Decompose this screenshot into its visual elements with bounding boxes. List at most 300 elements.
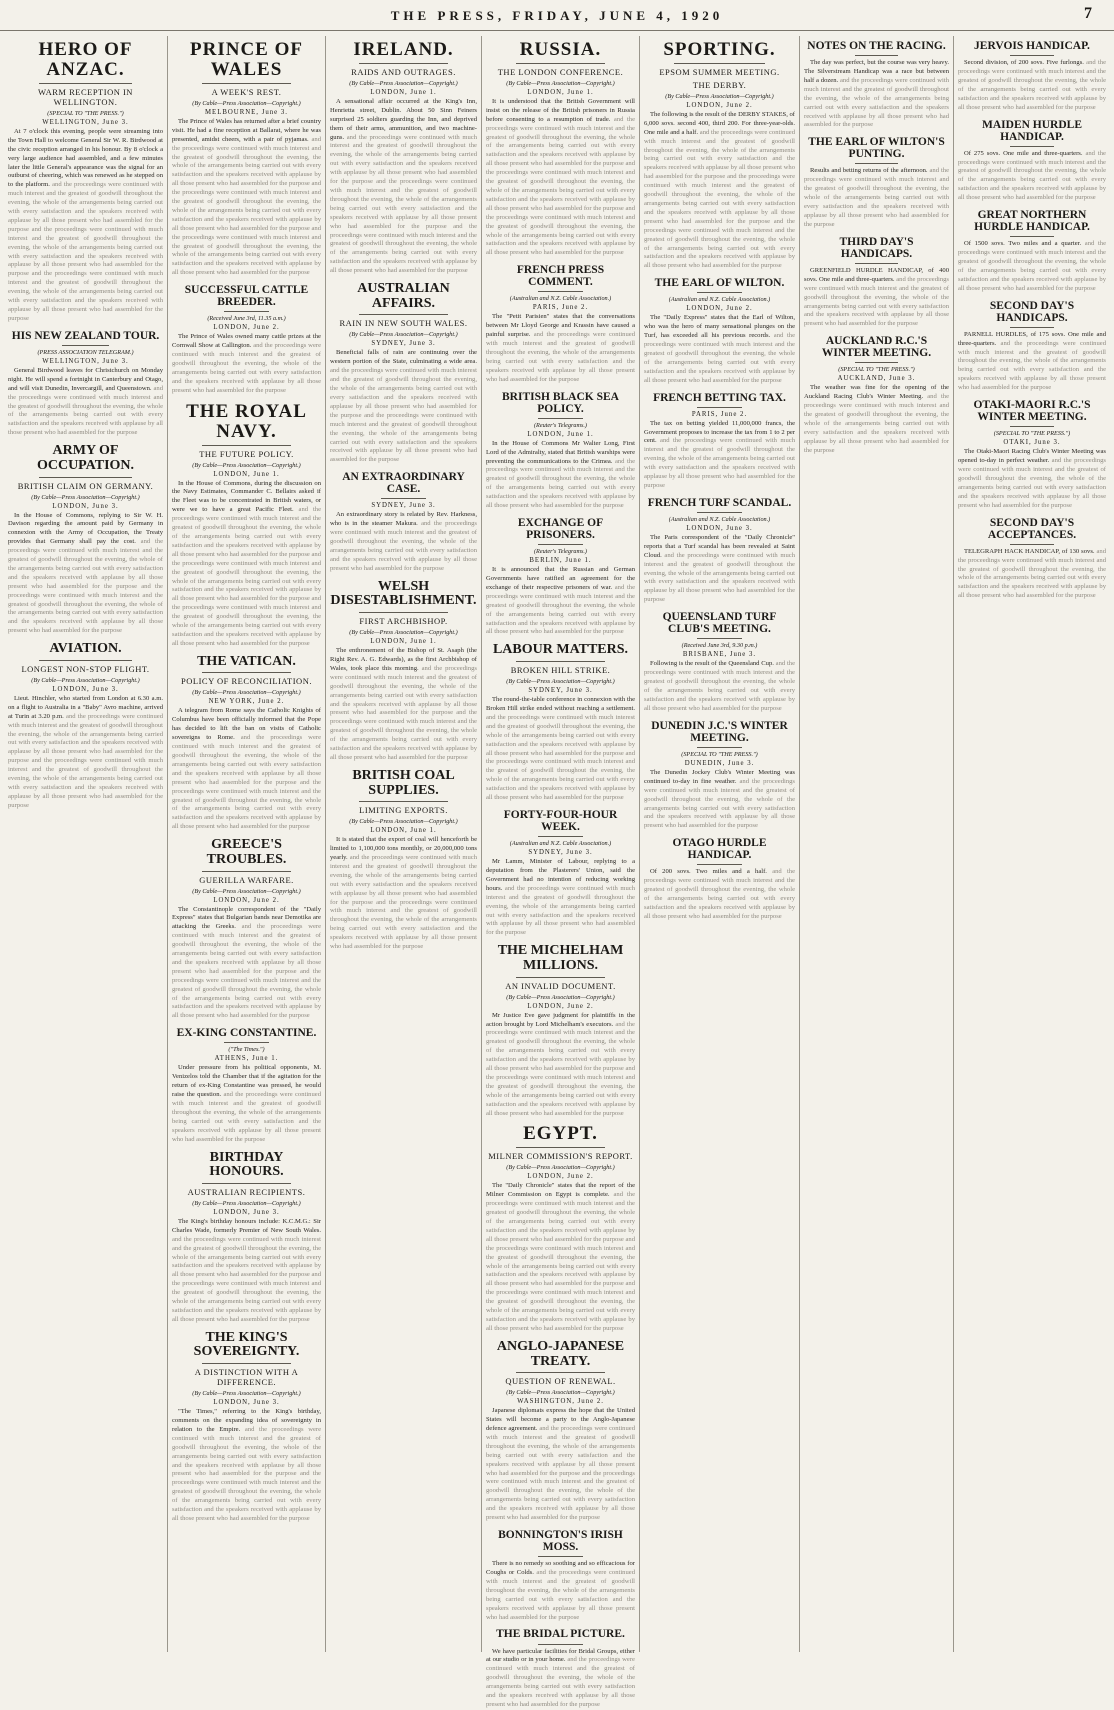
article-lead: Japanese diplomats express the hope that the United States will become a party to the Anglo-Japanese defence agreement. <box>486 1407 635 1432</box>
article-headline: THE MICHELHAM MILLIONS. <box>497 943 624 973</box>
article-headline: FORTY-FOUR-HOUR WEEK. <box>503 808 618 833</box>
article-dateline: SYDNEY, June 3. <box>528 849 593 857</box>
article-lead: GREENFIELD HURDLE HANDICAP, of 400 sovs. One mile and three-quarters. <box>804 266 949 283</box>
article-body <box>644 868 795 921</box>
article-lead: The "Petit Parisien" states that the conversations between Mr Lloyd George and Krassin have caused a painful surprise. <box>486 313 635 339</box>
article-headline: GREECE'S TROUBLES. <box>206 837 287 867</box>
article <box>804 136 949 229</box>
article-credit: (By Cable—Press Association—Copyright.) <box>506 79 615 87</box>
illegible-body-text: and the proceedings were continued with much interest and the greatest of goodwill throughout the evening, the whole of the arrangements being carried out with every satisfaction and the speakers received with applause by all those present who had assembled for the purpose <box>804 275 949 328</box>
article-subhead: MILNER COMMISSION'S REPORT. <box>488 1151 633 1162</box>
article <box>172 1331 321 1524</box>
article-lead: Results and betting returns of the afternoon. <box>810 167 928 175</box>
article-dateline: LONDON, June 2. <box>527 1002 594 1010</box>
illegible-body-text: and the proceedings were continued with much interest and the greatest of goodwill throughout the evening, the whole of the arrangements being carried out with every satisfaction and the speakers received with applause by all those present who had assembled for the purpose <box>644 332 795 384</box>
illegible-body-text: and the proceedings were continued with much interest and the greatest of goodwill throughout the evening, the whole of the arrangements being carried out with every satisfaction and the speakers received with applause by all those present who had assembled for the purpose and the proceedings were continued with much interest and the greatest of goodwill throughout the evening, the whole of the arrangements being carried out with every satisfaction and the speakers received with applause by all those present who had assembled for the purpose <box>172 734 321 831</box>
illegible-body-text: and the proceedings were continued with much interest and the greatest of goodwill throughout the evening, the whole of the arrangements being carried out with every satisfaction and the speakers received with applause by all those present who had assembled for the purpose and the proceedings were continued with much interest and the greatest of goodwill throughout the evening, the whole of the arrangements being carried out with every satisfaction and the speakers received with applause by all those present who had assembled for the purpose and the proceedings were continued with much interest and the greatest of goodwill throughout the evening, the whole of the arrangements being carried out with every satisfaction and the speakers received with applause by all those present who had assembled for the purpose <box>644 128 795 270</box>
headline-rule <box>855 263 899 264</box>
article-lead: Of 200 sovs. Two miles and a half. <box>650 868 767 876</box>
article <box>8 330 163 438</box>
article-credit: (SPECIAL TO "THE PRESS.") <box>993 430 1071 438</box>
illegible-body-text: and the proceedings were continued with much interest and the greatest of goodwill throughout the evening, the whole of the arrangements being carried out with every satisfaction and the speakers received with applause by all those present who had assembled for the purpose and the proceedings were continued with much interest and the greatest of goodwill throughout the evening, the whole of the arrangements being carried out with every satisfaction and the speakers received with applause by all those present who had assembled for the purpose <box>330 367 477 464</box>
illegible-body-text: and the proceedings were continued with much interest and the greatest of goodwill throughout the evening, the whole of the arrangements being carried out with every satisfaction and the speakers received with applause by all those present who had assembled for the purpose <box>804 167 950 228</box>
article-subhead: RAIN IN NEW SOUTH WALES. <box>339 318 468 329</box>
article-body <box>644 111 795 271</box>
article-lead: PARNELL HURDLES, of 175 sovs. One mile and three-quarters. <box>958 330 1106 347</box>
article <box>958 399 1106 510</box>
article-lead: It is stated that the export of coal will henceforth be limited to 1,100,000 tons monthly, or 20,000,000 tons yearly. <box>330 836 477 862</box>
article-credit: (By Cable—Press Association—Copyright.) <box>192 99 301 107</box>
illegible-body-text: and the proceedings were continued with much interest and the greatest of goodwill throughout the evening, the whole of the arrangements being carried out with every satisfaction and the speakers received with applause by all those present who had assembled for the purpose and the proceedings were continued with much interest and the greatest of goodwill throughout the evening, the whole of the arrangements being carried out with every satisfaction and the speakers received with applause by all those present who had assembled for the purpose <box>486 1020 635 1117</box>
article-body <box>644 314 795 385</box>
article-credit: (By Cable—Press Association—Copyright.) <box>192 887 301 895</box>
headline-rule <box>538 291 583 292</box>
article-dateline: LONDON, June 1. <box>370 638 437 646</box>
article-body <box>486 858 635 938</box>
column-4 <box>482 36 640 1708</box>
article-credit: (By Cable—Press Association—Copyright.) <box>665 92 774 100</box>
article-body <box>958 150 1106 203</box>
article <box>486 1628 635 1709</box>
headline-rule <box>1010 544 1054 545</box>
article-body <box>804 267 949 329</box>
illegible-body-text: and the proceedings were continued with much interest and the greatest of goodwill throughout the evening, the whole of the arrangements being carried out with every satisfaction and the speakers received with applause by all those present who had assembled for the purpose and the proceedings were continued with much interest and the greatest of goodwill throughout the evening, the whole of the arrangements being carried out with every satisfaction and the speakers received with applause by all those present who had assembled for the purpose <box>8 712 163 809</box>
article-body <box>486 1012 635 1119</box>
article <box>486 391 635 511</box>
headline-rule <box>202 672 291 673</box>
article-lead: Of 275 sovs. One mile and three-quarters. <box>964 149 1083 157</box>
article-credit: (SPECIAL TO "THE PRESS.") <box>838 366 915 374</box>
article-body <box>958 59 1106 112</box>
article-dateline: BRISBANE, June 3. <box>682 651 757 659</box>
article <box>330 40 477 276</box>
illegible-body-text: and the proceedings were continued with much interest and the greatest of goodwill throughout the evening, the whole of the arrangements being carried out with every satisfaction and the speakers received with applause by all those present who had assembled for the purpose and the proceedings were continued with much interest and the greatest of goodwill throughout the evening, the whole of the arrangements being carried out with every satisfaction and the speakers received with applause by all those present who had assembled for the purpose and the proceedings were continued with much interest and the greatest of goodwill throughout the evening, the whole of the arrangements being carried out with every satisfaction and the speakers received with applause by all those present who had assembled for the purpose <box>172 506 322 647</box>
article-headline: HERO OF ANZAC. <box>38 39 133 80</box>
article-dateline: LONDON, June 1. <box>527 88 594 96</box>
article-subhead: THE DERBY. <box>692 79 747 90</box>
article <box>644 277 795 385</box>
article-body <box>486 440 635 511</box>
article-body <box>8 695 163 811</box>
column-6 <box>800 36 954 1652</box>
illegible-body-text: and the proceedings were continued with much interest and the greatest of goodwill throughout the evening, the whole of the arrangements being carried out with every satisfaction and the speakers received with applause by all those present who had assembled for the purpose and the proceedings were continued with much interest and the greatest of goodwill throughout the evening, the whole of the arrangements being carried out with every satisfaction and the speakers received with applause by all those present who had assembled for the purpose <box>486 713 635 802</box>
illegible-body-text: and the proceedings were continued with much interest and the greatest of goodwill throughout the evening, the whole of the arrangements being carried out with every satisfaction and the speakers received with applause by all those present who had assembled for the purpose <box>958 240 1106 292</box>
article <box>172 284 321 395</box>
article <box>172 838 321 1021</box>
article-body <box>8 512 163 637</box>
article-subhead: EPSOM SUMMER MEETING. <box>659 66 780 77</box>
article-headline: ANGLO-JAPANESE TREATY. <box>496 1338 625 1369</box>
column-7 <box>954 36 1110 1652</box>
headline-rule <box>697 407 742 408</box>
article <box>644 40 795 271</box>
article-dateline: LONDON, June 2. <box>686 305 753 313</box>
article-body <box>8 128 163 324</box>
article-body <box>172 906 321 1022</box>
headline-rule <box>538 418 583 419</box>
article-lead: Mr Justice Eve gave judgment for plaintiffs in the action brought by Lord Michelham's executors. <box>486 1011 635 1028</box>
article-headline: HIS NEW ZEALAND TOUR. <box>11 329 160 342</box>
illegible-body-text: and the proceedings were continued with much interest and the greatest of goodwill throughout the evening, the whole of the arrangements being carried out with every satisfaction and the speakers received with applause by all those present who had assembled for the purpose <box>644 660 795 712</box>
column-1 <box>4 36 168 1652</box>
article-lead: The "Daily Chronicle" states that the report of the Milner Commission on Egypt is complete. <box>486 1182 635 1199</box>
article-lead: The Prince of Wales owned many cattle prizes at the Cornwall Show at Callington. <box>172 333 321 350</box>
article-body <box>172 1218 321 1325</box>
illegible-body-text: and the proceedings were continued with much interest and the greatest of goodwill throughout the evening, the whole of the arrangements being carried out with every satisfaction and the speakers received with applause by all those present who had assembled for the purpose <box>486 583 636 636</box>
article-lead: General Birdwood leaves for Christchurch on Monday night. He will spend a fortnight in Canterbury and Otago, and will visit Dunedin, Invercargill, and Queenstown. <box>8 366 163 392</box>
illegible-body-text: and the proceedings were continued with much interest and the greatest of goodwill throughout the evening, the whole of the arrangements being carried out with every satisfaction and the speakers received with applause by all those present who had assembled for the purpose <box>958 547 1106 600</box>
article-headline: DUNEDIN J.C.'S WINTER MEETING. <box>651 719 788 744</box>
article <box>804 236 949 329</box>
article-body <box>172 707 321 832</box>
article-subhead: BRITISH CLAIM ON GERMANY. <box>17 480 154 491</box>
article-headline: ARMY OF OCCUPATION. <box>36 443 135 473</box>
article-lead: The "Daily Express" states that the Earl of Wilton, who was the hero of many sensational plunges on the Turf, has exceeded all his previous records. <box>644 314 795 340</box>
article-body <box>172 333 321 395</box>
article-headline: THE EARL OF WILTON'S PUNTING. <box>808 136 945 161</box>
column-3 <box>326 36 482 1652</box>
illegible-body-text: and the proceedings were continued with much interest and the greatest of goodwill throughout the evening, the whole of the arrangements being carried out with every satisfaction and the speakers received with applause by all those present who had assembled for the purpose and the proceedings were continued with much interest and the greatest of goodwill throughout the evening, the whole of the arrangements being carried out with every satisfaction and the speakers received with applause by all those present who had assembled for the purpose <box>8 538 163 635</box>
article-credit: (By Cable—Press Association—Copyright.) <box>506 993 615 1001</box>
headline-rule <box>855 362 899 363</box>
article-dateline: PARIS, June 2. <box>691 410 748 418</box>
article-lead: Of 1500 sovs. Two miles and a quarter. <box>964 240 1082 248</box>
article-lead: Lieut. Hinchler, who started from London at 6.30 a.m. on a flight to Australia in a "Baby" Avro machine, arrived at Turin at 3.20 p.m. <box>8 694 163 720</box>
article <box>486 1529 635 1622</box>
article-subhead: QUESTION OF RENEWAL. <box>505 1376 616 1387</box>
article-body <box>172 480 321 649</box>
illegible-body-text: and the proceedings were continued with much interest and the greatest of goodwill throughout the evening, the whole of the arrangements being carried out with every satisfaction and the speakers received with applause by all those present who had assembled for the purpose <box>644 551 795 604</box>
article-credit: (Reuter's Telegrams.) <box>534 548 587 556</box>
headline-rule <box>516 1147 605 1148</box>
article-body <box>958 240 1106 293</box>
article-body <box>172 1408 321 1524</box>
article-lead: In the House of Commons, replying to Sir W. H. Davison regarding the amount paid by Germany in connexion with the Army of Occupation, the Treaty provides that Germany shall pay the cost. <box>8 511 163 546</box>
article-credit: (By Cable—Press Association—Copyright.) <box>349 818 458 826</box>
article-headline: SUCCESSFUL CATTLE BREEDER. <box>184 284 309 309</box>
illegible-body-text: and the proceedings were continued with much interest and the greatest of goodwill throughout the evening, the whole of the arrangements being carried out with every satisfaction and the speakers received with applause by all those present who had assembled for the purpose <box>644 437 795 489</box>
illegible-body-text: and the proceedings were continued with much interest and the greatest of goodwill throughout the evening, the whole of the arrangements being carried out with every satisfaction and the speakers received with applause by all those present who had assembled for the purpose <box>644 777 795 830</box>
article-dateline: BERLIN, June 1. <box>529 557 592 565</box>
article <box>330 580 477 763</box>
article-lead: Mr Lamm, Minister of Labour, replying to a deputation from the Plasterers' Union, said the Government had no intention of reducing working hours. <box>486 858 635 892</box>
article <box>8 444 163 636</box>
headline-rule <box>1010 236 1054 237</box>
illegible-body-text: and the proceedings were continued with much interest and the greatest of goodwill throughout the evening, the whole of the arrangements being carried out with every satisfaction and the speakers received with applause by all those present who had assembled for the purpose <box>958 149 1106 202</box>
article-lead: The Constantinople correspondent of the "Daily Express" states that Bulgarian bands near Demotika are attacking the Greeks. <box>172 905 321 931</box>
article-body <box>486 1648 635 1710</box>
article-body <box>958 448 1106 510</box>
article-headline: JERVOIS HANDICAP. <box>974 40 1090 52</box>
article-dateline: LONDON, June 3. <box>52 685 119 693</box>
headline-rule <box>855 163 899 164</box>
article-headline: THE ROYAL NAVY. <box>186 400 307 442</box>
page-number: 7 <box>1084 5 1092 22</box>
article-body <box>486 1182 635 1333</box>
headline-rule <box>202 445 291 446</box>
article <box>8 642 163 810</box>
headline-rule <box>202 871 291 872</box>
article-credit: (By Cable—Press Association—Copyright.) <box>192 1390 301 1398</box>
article-credit: (Australian and N.Z. Cable Association.) <box>509 295 612 303</box>
illegible-body-text: and the proceedings were continued with much interest and the greatest of goodwill throughout the evening, the whole of the arrangements being carried out with every satisfaction and the speakers received with applause by all those present who had assembled for the purpose and the proceedings were continued with much interest and the greatest of goodwill throughout the evening, the whole of the arrangements being carried out with every satisfaction and the speakers received with applause by all those present who had assembled for the purpose <box>330 854 477 951</box>
headline-rule <box>538 1644 583 1645</box>
article-headline: MAIDEN HURDLE HANDICAP. <box>982 118 1082 143</box>
illegible-body-text: and the proceedings were continued with much interest and the greatest of goodwill throughout the evening, the whole of the arrangements being carried out with every satisfaction and the speakers received with applause by all those present who had assembled for the purpose and the proceedings were continued with much interest and the greatest of goodwill throughout the evening, the whole of the arrangements being carried out with every satisfaction and the speakers received with applause by all those present who had assembled for the purpose and the proceedings were continued with much interest and the greatest of goodwill throughout the evening, the whole of the arrangements being carried out with every satisfaction and the speakers received with applause by all those present who had assembled for the purpose <box>8 181 164 322</box>
illegible-body-text: and the proceedings were continued with much interest and the greatest of goodwill throughout the evening, the whole of the arrangements being carried out with every satisfaction and the speakers received with applause by all those present who had assembled for the purpose <box>330 520 477 572</box>
article <box>486 264 635 384</box>
article-body <box>486 1560 635 1622</box>
masthead-title: THE PRESS, FRIDAY, JUNE 4, 1920 <box>390 8 724 23</box>
illegible-body-text: and the proceedings were continued with much interest and the greatest of goodwill throughout the evening, the whole of the arrangements being carried out with every satisfaction and the speakers received with applause by all those present who had assembled for the purpose <box>486 1569 635 1621</box>
article-subhead: A WEEK'S REST. <box>211 86 282 97</box>
article-dateline: SYDNEY, June 3. <box>528 687 593 695</box>
article-dateline: LONDON, June 2. <box>686 101 753 109</box>
article <box>644 837 795 922</box>
article-headline: OTAGO HURDLE HANDICAP. <box>672 837 767 862</box>
article-lead: The King's birthday honours include: K.C.M.G.: Sir Charles Wade, formerly Premier of New South Wales. <box>172 1217 321 1234</box>
article-dateline: SYDNEY, June 3. <box>371 340 436 348</box>
article <box>172 1027 321 1144</box>
illegible-body-text: and the proceedings were continued with much interest and the greatest of goodwill throughout the evening, the whole of the arrangements being carried out with every satisfaction and the speakers received with applause by all those present who had assembled for the purpose <box>486 457 635 510</box>
article-headline: QUEENSLAND TURF CLUB'S MEETING. <box>662 611 777 636</box>
article-subhead: THE LONDON CONFERENCE. <box>497 66 624 77</box>
masthead <box>0 0 1114 31</box>
article-body <box>330 647 477 763</box>
headline-rule <box>202 83 291 84</box>
article-lead: In the House of Commons, during the discussion on the Navy Estimates, Commander C. Bellairs asked if the Fleet was to be concentrated in British waters, or were we to have a great Pacific Fleet. <box>172 479 321 514</box>
headline-rule <box>381 498 425 499</box>
article-headline: GREAT NORTHERN HURDLE HANDICAP. <box>974 209 1090 234</box>
article <box>958 300 1106 393</box>
article-headline: OTAKI-MAORI R.C.'S WINTER MEETING. <box>973 399 1091 424</box>
headline-rule <box>359 63 447 64</box>
article-subhead: THE FUTURE POLICY. <box>199 448 294 459</box>
illegible-body-text: and the proceedings were continued with much interest and the greatest of goodwill throughout the evening, the whole of the arrangements being carried out with every satisfaction and the speakers received with applause by all those present who had assembled for the purpose <box>804 393 949 454</box>
article-lead: "The Times," referring to the King's birthday, comments on the expanding idea of sovereignty in relation to the Empire. <box>172 1408 321 1433</box>
article-body <box>958 548 1106 601</box>
illegible-body-text: and the proceedings were continued with much interest and the greatest of goodwill throughout the evening, the whole of the arrangements being carried out with every satisfaction and the speakers received with applause by all those present who had assembled for the purpose <box>8 384 163 437</box>
headline-rule <box>39 477 132 478</box>
illegible-body-text: and the proceedings were continued with much interest and the greatest of goodwill throughout the evening, the whole of the arrangements being carried out with every satisfaction and the speakers received with applause by all those present who had assembled for the purpose <box>958 339 1106 392</box>
article <box>486 944 635 1118</box>
article-headline: BRITISH COAL SUPPLIES. <box>352 767 455 798</box>
article-headline: LABOUR MATTERS. <box>492 642 629 658</box>
illegible-body-text: and the proceedings were continued with much interest and the greatest of goodwill throughout the evening, the whole of the arrangements being carried out with every satisfaction and the speakers received with applause by all those present who had assembled for the purpose <box>172 1091 321 1143</box>
article <box>330 282 477 465</box>
article-dateline: LONDON, June 3. <box>213 1208 280 1216</box>
article-body <box>172 1064 321 1144</box>
headline-rule <box>516 977 605 978</box>
article-body <box>644 420 795 491</box>
article-credit: (Australian and N.Z. Cable Association.) <box>509 840 612 848</box>
illegible-body-text: and the proceedings were continued with much interest and the greatest of goodwill throughout the evening, the whole of the arrangements being carried out with every satisfaction and the speakers received with applause by all those present who had assembled for the purpose <box>804 76 949 129</box>
article-body <box>330 836 477 952</box>
article <box>8 40 163 324</box>
article-lead: Under pressure from his political opponents, M. Venizelos told the Chamber that if the agitation for the return of ex-King Constantine was pressed, he would raise the question. <box>172 1064 321 1099</box>
article-lead: At 7 o'clock this evening, people were streaming into the Town Hall to welcome General Sir W. R. Birdwood at the civic reception arranged in his honour. By 8 o'clock a very large audience had assembled, and a few minutes later the little General's appearance was the signal for an outburst of cheering, which was renewed as he stepped on to the platform. <box>8 127 163 189</box>
article-lead: Beneficial falls of rain are continuing over the western portion of the State, culminating a wide area. <box>330 349 477 366</box>
article-subhead: A DISTINCTION WITH A DIFFERENCE. <box>194 1367 299 1388</box>
article-lead: The enthronement of the Bishop of St. Asaph (the Right Rev. A. G. Edwards), as the first Archbishop of Wales, took place this morning. <box>330 647 477 672</box>
article-dateline: LONDON, June 3. <box>686 524 753 532</box>
headline-rule <box>697 747 742 748</box>
headline-rule <box>538 1556 583 1557</box>
headline-rule <box>538 544 583 545</box>
article <box>172 402 321 649</box>
article-credit: (By Cable—Press Association—Copyright.) <box>349 331 458 339</box>
article-credit: (Received June 3rd, 11.35 a.m.) <box>207 315 286 323</box>
article-headline: RUSSIA. <box>519 39 602 60</box>
article-dateline: SYDNEY, June 3. <box>371 502 436 510</box>
article-body <box>330 349 477 465</box>
headline-rule <box>1010 55 1054 56</box>
illegible-body-text: and the proceedings were continued with much interest and the greatest of goodwill throughout the evening, the whole of the arrangements being carried out with every satisfaction and the speakers received with applause by all those present who had assembled for the purpose <box>486 331 635 383</box>
article-credit: (By Cable—Press Association—Copyright.) <box>192 461 301 469</box>
article-lead: TELEGRAPH HACK HANDICAP, of 130 sovs. <box>964 547 1095 555</box>
article-credit: (By Cable—Press Association—Copyright.) <box>349 629 458 637</box>
illegible-body-text: and the proceedings were continued with much interest and the greatest of goodwill throughout the evening, the whole of the arrangements being carried out with every satisfaction and the speakers received with applause by all those present who had assembled for the purpose <box>172 342 321 394</box>
article-lead: We have particular facilities for Bridal Groups, either at our studio or in your home. <box>486 1647 635 1664</box>
article <box>486 40 635 258</box>
article-lead: It is announced that the Russian and German Governments have ratified an agreement for the exchange of their respective prisoners of war. <box>486 566 635 591</box>
article-credit: (Received June 3rd, 9.30 p.m.) <box>681 642 758 650</box>
headline-rule <box>39 83 132 84</box>
illegible-body-text: and the proceedings were continued with much interest and the greatest of goodwill throughout the evening, the whole of the arrangements being carried out with every satisfaction and the speakers received with applause by all those present who had assembled for the purpose <box>486 1656 635 1708</box>
article-lead: The tax on betting yielded 11,000,000 francs, the Government proposes to increase the tax from 1 to 2 per cent. <box>644 419 795 445</box>
article-dateline: MELBOURNE, June 3. <box>205 108 288 116</box>
article-headline: BIRTHDAY HONOURS. <box>209 1149 284 1180</box>
headline-rule <box>855 55 899 56</box>
article-credit: (By Cable—Press Association—Copyright.) <box>506 678 615 686</box>
article-body <box>486 313 635 384</box>
headline-rule <box>202 1363 291 1364</box>
article <box>172 1151 321 1325</box>
headline-rule <box>538 836 583 837</box>
article-body <box>486 696 635 803</box>
article-body <box>958 331 1106 393</box>
article-dateline: LONDON, June 3. <box>213 1399 280 1407</box>
article-body <box>644 660 795 713</box>
article-dateline: WELLINGTON, June 3. <box>42 357 129 365</box>
column-2 <box>168 36 326 1652</box>
headline-rule <box>224 311 269 312</box>
article <box>172 40 321 278</box>
illegible-body-text: and the proceedings were continued with much interest and the greatest of goodwill throughout the evening, the whole of the arrangements being carried out with every satisfaction and the speakers received with applause by all those present who had assembled for the purpose <box>644 868 796 920</box>
illegible-body-text: and the proceedings were continued with much interest and the greatest of goodwill throughout the evening, the whole of the arrangements being carried out with every satisfaction and the speakers received with applause by all those present who had assembled for the purpose and the proceedings were continued with much interest and the greatest of goodwill throughout the evening, the whole of the arrangements being carried out with every satisfaction and the speakers received with applause by all those present who had assembled for the purpose and the proceedings were continued with much interest and the greatest of goodwill throughout the evening, the whole of the arrangements being carried out with every satisfaction and the speakers received with applause by all those present who had assembled for the purpose <box>172 135 322 277</box>
article-lead: The Dunedin Jockey Club's Winter Meeting was continued to-day in fine weather. <box>644 768 795 785</box>
headline-rule <box>516 63 605 64</box>
article-headline: WELSH DISESTABLISHMENT. <box>330 578 477 609</box>
article-credit: (Australian and N.Z. Cable Association.) <box>668 296 771 304</box>
article-body <box>486 566 635 637</box>
article <box>172 655 321 832</box>
article-lead: The weather was fine for the opening of the Auckland Racing Club's Winter Meeting. <box>804 384 949 401</box>
article-lead: A telegram from Rome says the Catholic Knights of Columbus have been officially informed that the Pope has decided to lift the ban on visits of Catholic sovereigns to Rome. <box>172 707 321 742</box>
article-lead: The Prince of Wales has returned after a brief country visit. He had a fine reception at Ballarat, where he was presented, amidst cheers, with a pair of pyjamas. <box>172 117 321 143</box>
article-headline: THIRD DAY'S HANDICAPS. <box>839 235 914 260</box>
article-headline: AVIATION. <box>49 641 122 657</box>
article <box>958 40 1106 113</box>
article-dateline: LONDON, June 2. <box>213 896 280 904</box>
headline-rule <box>697 292 742 293</box>
article-lead: Following is the result of the Queensland Cup. <box>650 660 774 668</box>
article <box>486 1124 635 1333</box>
article-body <box>486 98 635 258</box>
article-headline: IRELAND. <box>353 39 454 60</box>
article-dateline: WELLINGTON, June 3. <box>42 118 129 126</box>
article-lead: In the House of Commons Mr Walter Long, First Lord of the Admiralty, stated that British warships were preventing the communications to the Crimea. <box>486 439 635 465</box>
article-lead: A sensational affair occurred at the King's Inn, Henrietta street, Dublin. About 50 Sinn Feiners surprised 25 soldiers guarding the Inn, and deprived them of their arms, ammunition, and two machine-guns. <box>330 97 477 141</box>
article-credit: (Reuter's Telegrams.) <box>534 421 587 429</box>
article-dateline: NEW YORK, June 2. <box>208 698 285 706</box>
illegible-body-text: and the proceedings were continued with much interest and the greatest of goodwill throughout the evening, the whole of the arrangements being carried out with every satisfaction and the speakers received with applause by all those present who had assembled for the purpose and the proceedings were continued with much interest and the greatest of goodwill throughout the evening, the whole of the arrangements being carried out with every satisfaction and the speakers received with applause by all those present who had assembled for the purpose <box>172 1235 321 1323</box>
headline-rule <box>1010 327 1054 328</box>
article-dateline: PARIS, June 2. <box>532 304 589 312</box>
article-dateline: LONDON, June 1. <box>370 827 437 835</box>
article-headline: SPORTING. <box>663 39 776 60</box>
illegible-body-text: and the proceedings were continued with much interest and the greatest of goodwill throughout the evening, the whole of the arrangements being carried out with every satisfaction and the speakers received with applause by all those present who had assembled for the purpose and the proceedings were continued with much interest and the greatest of goodwill throughout the evening, the whole of the arrangements being carried out with every satisfaction and the speakers received with applause by all those present who had assembled for the purpose <box>172 923 321 1020</box>
article-body <box>804 384 949 455</box>
article-credit: ("The Times.") <box>228 1046 265 1054</box>
article-dateline: OTAKI, June 3. <box>1003 439 1061 447</box>
article-lead: It is understood that the British Government will insist on the release of the British prisoners in Russia before consenting to a resumption of trade. <box>486 97 635 123</box>
article-subhead: POLICY OF RECONCILIATION. <box>181 676 312 687</box>
article-lead: The Otaki-Maori Racing Club's Winter Meeting was opened to-day in perfect weather. <box>958 448 1106 465</box>
article-headline: AUCKLAND R.C.'S WINTER MEETING. <box>821 335 932 360</box>
article-credit: (By Cable—Press Association—Copyright.) <box>192 1199 301 1207</box>
article-dateline: DUNEDIN, June 3. <box>684 759 755 767</box>
article-lead: An extraordinary story is related by Rev. Harkness, who is in the steamer Makura. <box>330 511 477 528</box>
illegible-body-text: and the proceedings were continued with much interest and the greatest of goodwill throughout the evening, the whole of the arrangements being carried out with every satisfaction and the speakers received with applause by all those present who had assembled for the purpose and the proceedings were continued with much interest and the greatest of goodwill throughout the evening, the whole of the arrangements being carried out with every satisfaction and the speakers received with applause by all those present who had assembled for the purpose <box>172 1425 322 1522</box>
article-headline: EX-KING CONSTANTINE. <box>176 1027 317 1040</box>
headline-rule <box>39 660 132 661</box>
headline-rule <box>697 638 742 639</box>
article-body <box>804 59 949 130</box>
article <box>644 611 795 714</box>
article <box>330 471 477 573</box>
article-credit: (Australian and N.Z. Cable Association.) <box>668 515 771 523</box>
article-headline: EXCHANGE OF PRISONERS. <box>517 517 604 542</box>
headline-rule <box>1010 146 1054 147</box>
article-headline: THE VATICAN. <box>197 653 296 669</box>
headline-rule <box>697 864 742 865</box>
illegible-body-text: and the proceedings were continued with much interest and the greatest of goodwill throughout the evening, the whole of the arrangements being carried out with every satisfaction and the speakers received with applause by all those present who had assembled for the purpose <box>958 59 1106 111</box>
article-credit: (PRESS ASSOCIATION TELEGRAM.) <box>37 348 134 356</box>
article-credit: (By Cable—Press Association—Copyright.) <box>31 676 140 684</box>
article <box>644 720 795 831</box>
illegible-body-text: and the proceedings were continued with much interest and the greatest of goodwill throughout the evening, the whole of the arrangements being carried out with every satisfaction and the speakers received with applause by all those present who had assembled for the purpose <box>486 884 635 937</box>
article <box>330 769 477 952</box>
article-body <box>486 1407 635 1523</box>
article-body <box>804 167 949 229</box>
article-headline: SECOND DAY'S HANDICAPS. <box>989 299 1075 324</box>
article-lead: The Paris correspondent of the "Daily Chronicle" reports that a Turf scandal has been revealed at Saint Cloud. <box>644 533 795 559</box>
article-lead: The round-the-table conference in connexion with the Broken Hill strike ended without reaching a settlement. <box>486 696 635 712</box>
headline-rule <box>359 801 447 802</box>
headline-rule <box>62 345 109 346</box>
article-body <box>644 534 795 605</box>
article-body <box>330 511 477 573</box>
article-headline: NOTES ON THE RACING. <box>807 40 946 52</box>
headline-rule <box>224 1042 269 1043</box>
illegible-body-text: and the proceedings were continued with much interest and the greatest of goodwill throughout the evening, the whole of the arrangements being carried out with every satisfaction and the speakers received with applause by all those present who had assembled for the purpose and the proceedings were continued with much interest and the greatest of goodwill throughout the evening, the whole of the arrangements being carried out with every satisfaction and the speakers received with applause by all those present who had assembled for the purpose <box>330 664 477 761</box>
article-body <box>330 98 477 276</box>
illegible-body-text: and the proceedings were continued with much interest and the greatest of goodwill throughout the evening, the whole of the arrangements being carried out with every satisfaction and the speakers received with applause by all those present who had assembled for the purpose and the proceedings were continued with much interest and the greatest of goodwill throughout the evening, the whole of the arrangements being carried out with every satisfaction and the speakers received with applause by all those present who had assembled for the purpose and the proceedings were continued with much interest and the greatest of goodwill throughout the evening, the whole of the arrangements being carried out with every satisfaction and the speakers received with applause by all those present who had assembled for the purpose <box>486 1191 635 1332</box>
article <box>958 209 1106 294</box>
article-headline: FRENCH PRESS COMMENT. <box>516 264 605 289</box>
illegible-body-text: and the proceedings were continued with much interest and the greatest of goodwill throughout the evening, the whole of the arrangements being carried out with every satisfaction and the speakers received with applause by all those present who had assembled for the purpose and the proceedings were continued with much interest and the greatest of goodwill throughout the evening, the whole of the arrangements being carried out with every satisfaction and the speakers received with applause by all those present who had assembled for the purpose and the proceedings were continued with much interest and the greatest of goodwill throughout the evening, the whole of the arrangements being carried out with every satisfaction and the speakers received with applause by all those present who had assembled for the purpose <box>486 115 636 257</box>
